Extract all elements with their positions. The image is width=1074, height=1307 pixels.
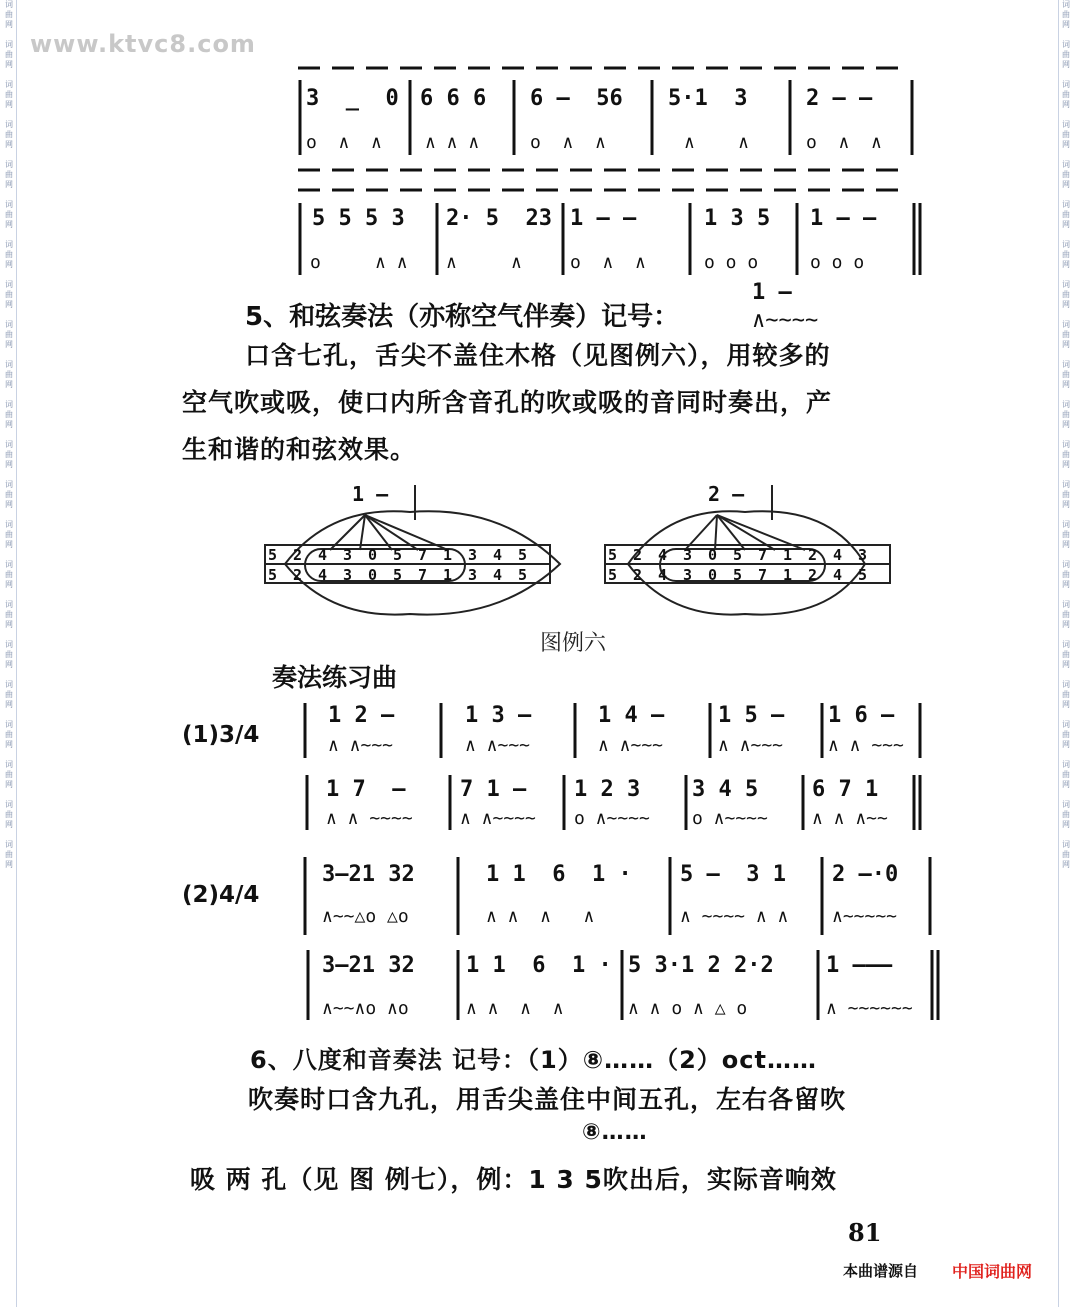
score-row2-breath-2: ∧ ∧: [446, 252, 522, 273]
hole-number: 2: [293, 566, 303, 584]
hole-number: 2: [633, 546, 643, 564]
hole-number: 3: [683, 566, 693, 584]
left-margin-strip: 词 曲 网 词 曲 网 词 曲 网 词 曲 网 词 曲 网 词 曲 网 词 曲 网 词 曲 网 词 曲 网 词 曲 网 词 曲 网 词 曲 网 词 曲 网 词 曲 网 词 曲 网 词 曲 网 词 曲 网 词 曲 网 词 曲 网 词 曲 网 词 曲 网 词 曲 网: [2, 0, 17, 1307]
hole-number: 5: [268, 566, 278, 584]
section5-symbol-mark: ∧~~~~: [752, 308, 819, 333]
hole-number: 2: [633, 566, 643, 584]
exercise2-label: (2)4/4: [182, 882, 260, 908]
hole-number: 5: [518, 566, 528, 584]
hole-number: 4: [318, 546, 328, 564]
ex2-row2-breath-1: ∧~~∧o ∧o: [322, 998, 409, 1019]
ex2-row1-measure-2: 1 1 6 1 ·: [486, 862, 632, 887]
ex1-row1-breath-1: ∧ ∧~~~: [328, 735, 394, 756]
hole-number: 5: [393, 566, 403, 584]
hole-number: 7: [418, 546, 428, 564]
hole-number: 4: [833, 546, 843, 564]
score-row2-measure-2: 2· 5 23: [446, 206, 552, 231]
ex1-row2-breath-4: o ∧~~~~: [692, 808, 768, 829]
ex1-row1-measure-4: 1 5 —: [718, 703, 785, 728]
ex2-row2-measure-2: 1 1 6 1 ·: [466, 953, 612, 978]
ex1-row2-breath-3: o ∧~~~~: [574, 808, 650, 829]
score-row1-breath-1: o ∧ ∧: [306, 132, 382, 153]
hole-number: 3: [858, 546, 868, 564]
hole-number: 3: [468, 566, 478, 584]
hole-number: 7: [758, 566, 768, 584]
ex1-row1-measure-5: 1 6 —: [828, 703, 895, 728]
section5-paragraph-line-1: 口含七孔，舌尖不盖住木格（见图例六），用较多的: [245, 341, 831, 370]
ex1-row1-breath-3: ∧ ∧~~~: [598, 735, 664, 756]
ex2-row1-breath-4: ∧~~~~~: [832, 906, 898, 927]
hole-number: 4: [833, 566, 843, 584]
ex2-row1-measure-4: 2 —·0: [832, 862, 899, 887]
ex1-row1-measure-3: 1 4 —: [598, 703, 665, 728]
figure6-left-note: 1 —: [352, 482, 389, 506]
hole-number: 4: [658, 566, 668, 584]
page-number: 81: [848, 1218, 882, 1247]
score-row1-breath-2: ∧ ∧ ∧: [425, 132, 480, 153]
ex2-row2-measure-4: 1 ———: [826, 953, 893, 978]
hole-number: 4: [318, 566, 328, 584]
ex2-row1-measure-3: 5 — 3 1: [680, 862, 786, 887]
ex2-row2-measure-1: 3—21 32: [322, 953, 415, 978]
hole-number: 3: [683, 546, 693, 564]
ex2-row2-breath-2: ∧ ∧ ∧ ∧: [466, 998, 564, 1019]
hole-number: 1: [443, 566, 453, 584]
ex2-row1-breath-3: ∧ ~~~~ ∧ ∧: [680, 906, 789, 927]
score-row2-measure-1: 5 5 5 3: [312, 206, 405, 231]
ex1-row1-breath-4: ∧ ∧~~~: [718, 735, 784, 756]
score-row2-measure-5: 1 — —: [810, 206, 877, 231]
score-row1-breath-5: o ∧ ∧: [806, 132, 882, 153]
ex1-row1-breath-5: ∧ ∧ ~~~: [828, 735, 904, 756]
ex2-row2-breath-4: ∧ ~~~~~~: [826, 998, 913, 1019]
score-row1-measure-3: 6 — 56: [530, 86, 623, 111]
hole-number: 5: [393, 546, 403, 564]
hole-number: 0: [368, 546, 378, 564]
hole-number: 1: [443, 546, 453, 564]
section5-heading: 5、和弦奏法（亦称空气伴奏）记号：: [245, 302, 680, 332]
section5-paragraph-line-2: 空气吹或吸，使口内所含音孔的吹或吸的音同时奏出，产: [182, 388, 833, 417]
figure6-caption: 图例六: [540, 631, 607, 656]
site-watermark: www.ktvc8.com: [30, 30, 256, 58]
ex1-row2-measure-1: 1 7 —: [326, 777, 406, 802]
ex2-row2-breath-3: ∧ ∧ o ∧ △ o: [628, 998, 748, 1019]
ex1-row2-measure-5: 6 7 1: [812, 777, 879, 802]
hole-number: 3: [468, 546, 478, 564]
hole-number: 5: [268, 546, 278, 564]
hole-number: 4: [493, 566, 503, 584]
hole-number: 3: [343, 566, 353, 584]
score-row2-breath-3: o ∧ ∧: [570, 252, 646, 273]
score-row1-measure-1: 3 _ 0: [306, 86, 399, 111]
hole-number: 5: [858, 566, 868, 584]
hole-number: 5: [608, 546, 618, 564]
ex1-row2-measure-4: 3 4 5: [692, 777, 759, 802]
hole-number: 7: [418, 566, 428, 584]
footer-site-link[interactable]: 中国词曲网: [952, 1262, 1033, 1281]
score-row2-breath-4: o o o: [704, 252, 759, 273]
score-row1-measure-2: 6 6 6: [420, 86, 487, 111]
ex1-row2-breath-5: ∧ ∧ ∧~~: [812, 808, 888, 829]
hole-number: 0: [368, 566, 378, 584]
hole-number: 1: [783, 566, 793, 584]
ex1-row1-breath-2: ∧ ∧~~~: [465, 735, 531, 756]
ex2-row1-breath-2: ∧ ∧ ∧ ∧: [486, 906, 595, 927]
hole-number: 5: [608, 566, 618, 584]
section5-paragraph-line-3: 生和谐的和弦效果。: [182, 435, 417, 464]
score-row2-measure-4: 1 3 5: [704, 206, 771, 231]
hole-number: 2: [808, 546, 818, 564]
hole-number: 5: [733, 566, 743, 584]
hole-number: 5: [518, 546, 528, 564]
ex1-row2-breath-1: ∧ ∧ ~~~~: [326, 808, 413, 829]
hole-number: 0: [708, 546, 718, 564]
footer-source-label: 本曲谱源自: [843, 1262, 919, 1280]
hole-number: 1: [783, 546, 793, 564]
ex2-row1-measure-1: 3—21 32: [322, 862, 415, 887]
ex1-row1-measure-1: 1 2 —: [328, 703, 395, 728]
score-row2-breath-5: o o o: [810, 252, 865, 273]
score-row1-breath-3: o ∧ ∧: [530, 132, 606, 153]
hole-number: 5: [733, 546, 743, 564]
ex1-row2-measure-3: 1 2 3: [574, 777, 641, 802]
hole-number: 2: [293, 546, 303, 564]
score-row2-breath-1: o ∧ ∧: [310, 252, 408, 273]
hole-number: 0: [708, 566, 718, 584]
ex1-row2-breath-2: ∧ ∧~~~~: [460, 808, 536, 829]
ex1-row2-measure-2: 7 1 —: [460, 777, 527, 802]
hole-number: 7: [758, 546, 768, 564]
hole-number: 4: [658, 546, 668, 564]
section5-symbol-note: 1 —: [752, 280, 792, 305]
score-row1-breath-4: ∧ ∧: [684, 132, 750, 153]
ex2-row2-measure-3: 5 3·1 2 2·2: [628, 953, 774, 978]
right-margin-strip: 词 曲 网 词 曲 网 词 曲 网 词 曲 网 词 曲 网 词 曲 网 词 曲 网 词 曲 网 词 曲 网 词 曲 网 词 曲 网 词 曲 网 词 曲 网 词 曲 网 词 曲 网 词 曲 网 词 曲 网 词 曲 网 词 曲 网 词 曲 网 词 曲 网 词 曲 网: [1058, 0, 1073, 1307]
ex2-row1-breath-1: ∧~~△o △o: [322, 906, 409, 927]
hole-number: 2: [808, 566, 818, 584]
section6-line-1: 吹奏时口含九孔，用舌尖盖住中间五孔，左右各留吹: [248, 1085, 847, 1114]
section6-heading: 6、八度和音奏法 记号：（1）⑧……（2）oct……: [250, 1046, 817, 1074]
figure6-right-note: 2 —: [708, 482, 745, 506]
score-row2-measure-3: 1 — —: [570, 206, 637, 231]
ex1-row1-measure-2: 1 3 —: [465, 703, 532, 728]
score-row1-measure-4: 5·1 3: [668, 86, 748, 111]
section6-line-2: 吸 两 孔（见 图 例七），例：1 3 5吹出后，实际音响效: [190, 1165, 837, 1194]
hole-number: 3: [343, 546, 353, 564]
exercise1-label: (1)3/4: [182, 722, 260, 748]
hole-number: 4: [493, 546, 503, 564]
score-row1-measure-5: 2 — —: [806, 86, 873, 111]
section6-mark: ⑧……: [582, 1120, 648, 1145]
exercise-title: 奏法练习曲: [272, 663, 398, 692]
